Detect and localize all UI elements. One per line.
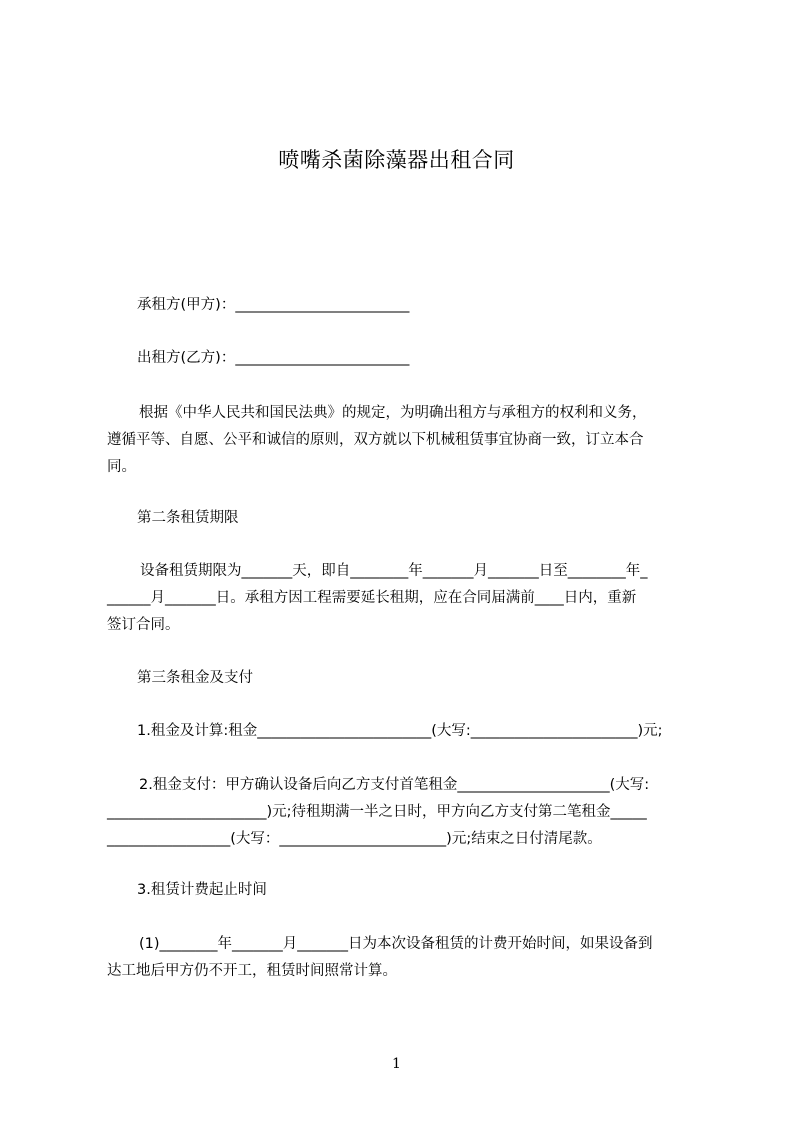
document-title: 喷嘴杀菌除藻器出租合同 bbox=[278, 148, 515, 172]
article3-item2-line-2: ______________________)元;待租期满一半之日时，甲方向乙方支付第二笔租金_____ bbox=[107, 804, 647, 820]
article3-heading: 第三条租金及支付 bbox=[137, 670, 253, 686]
article3-item3-1-paragraph bbox=[107, 931, 653, 985]
article3-item2-line-3: _________________(大写：_______________________)元;结束之日付清尾款。 bbox=[107, 831, 602, 847]
lessor-line: 出租方(乙方)：________________________ bbox=[137, 350, 410, 366]
article2-line-3: 签订合同。 bbox=[107, 617, 180, 633]
article2-line-2: ______月_______日。承租方因工程需要延长租期，应在合同届满前____日内，重新 bbox=[107, 590, 637, 606]
article3-item1: 1.租金及计算:租金________________________(大写:_______________________)元; bbox=[137, 723, 663, 739]
article2-line-1: 设备租赁期限为_______天，即自________年_______月_______日至________年_ bbox=[140, 563, 648, 579]
intro-line-2: 遵循平等、自愿、公平和诚信的原则，双方就以下机械租赁事宜协商一致，订立本合 bbox=[107, 432, 644, 448]
page-number: 1 bbox=[392, 1056, 401, 1072]
article2-heading: 第二条租赁期限 bbox=[137, 510, 239, 526]
article3-item3-heading: 3.租赁计费起止时间 bbox=[137, 882, 267, 898]
lessee-line: 承租方(甲方)：________________________ bbox=[137, 297, 410, 313]
intro-paragraph bbox=[107, 400, 647, 481]
article3-item3-1-line-1: (1)________年_______月_______日为本次设备租赁的计费开始时间，如果设备到 bbox=[139, 936, 653, 952]
article3-item2-line-1: 2.租金支付：甲方确认设备后向乙方支付首笔租金_____________________(大写: bbox=[139, 777, 650, 793]
article3-item2-paragraph bbox=[107, 772, 649, 853]
intro-line-1: 根据《中华人民共和国民法典》的规定，为明确出租方与承租方的权利和义务， bbox=[139, 405, 647, 421]
article2-paragraph bbox=[107, 558, 648, 639]
intro-line-3: 同。 bbox=[107, 459, 136, 475]
article3-item3-1-line-2: 达工地后甲方仍不开工，租赁时间照常计算。 bbox=[107, 963, 397, 979]
